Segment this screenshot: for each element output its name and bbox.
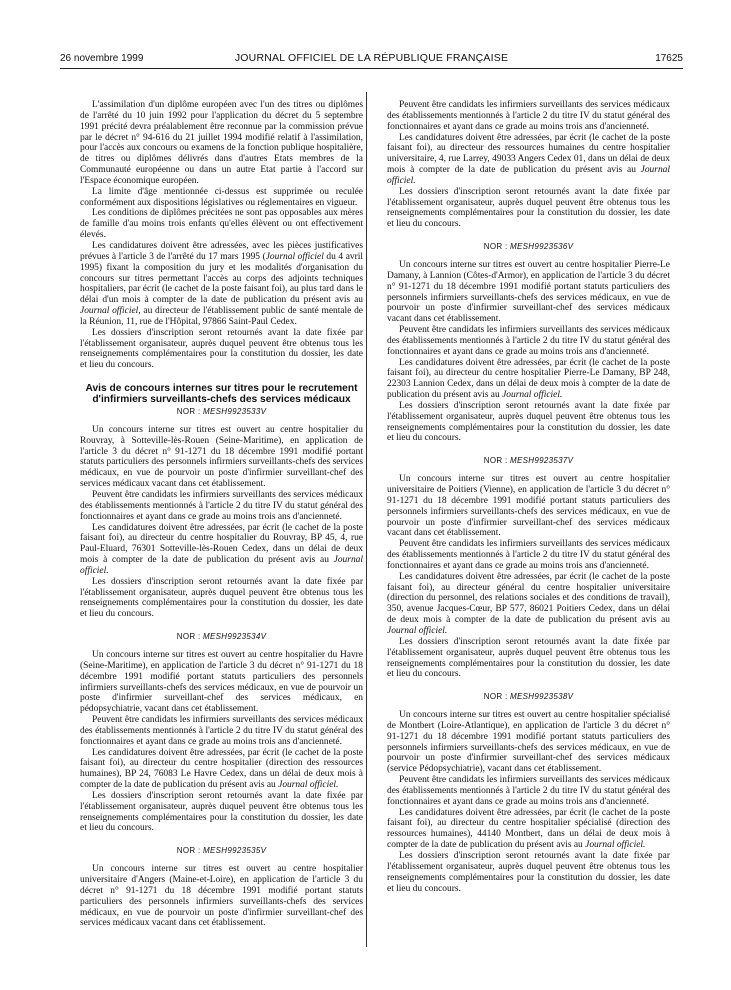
nor-label: NOR : bbox=[176, 632, 201, 642]
text-run: Les candidatures doivent être adressées, avec les pièces justificatives prévues à l'article 3 de l'arrêté du 17 mars 1995 ( bbox=[80, 240, 363, 262]
nor-label: NOR : bbox=[176, 407, 201, 417]
issue-date: 26 novembre 1999 bbox=[60, 53, 144, 64]
nor-label: NOR : bbox=[483, 692, 508, 702]
nor-reference bbox=[80, 632, 363, 643]
nor-label: NOR : bbox=[176, 846, 201, 856]
paragraph bbox=[387, 808, 670, 851]
italic-text: Journal officiel. bbox=[278, 780, 339, 791]
paragraph bbox=[387, 133, 670, 187]
paragraph: Les dossiers d'inscription seront retournés avant la date fixée par l'établissement organisateur, auprès duquel peuvent être obtenus tous les renseignements complémentaires pour la constitution du dossier, les date et lieu du concours. bbox=[387, 186, 670, 230]
paragraph: L'assimilation d'un diplôme européen avec l'un des titres ou diplômes de l'arrêté du 10 juin 1992 pour l'application du décret du 5 septembre 1991 précité devra préalablement être reconnue par la commission prévue par le décret n° 94-616 du 21 juillet 1994 modifié relatif à l'assimilation, pour l'accès aux concours ou examens de la fonction publique hospitalière, de titres ou diplômes délivrés dans d'autres Etats membres de la Communauté européenne ou dans un autre Etat partie à l'accord sur l'Espace économique européen. bbox=[80, 100, 363, 186]
italic-text: Journal officiel, bbox=[80, 306, 141, 317]
text-run: Les candidatures doivent être adressées, par écrit (le cachet de la poste faisant foi), au directeur des ressources humaines du centre hospitalier universitaire, 4, rue Larrey, 49033 Angers Cedex 01, dans un délai de deux mois à compter de la date de publication du présent avis au bbox=[387, 132, 670, 176]
text-run: Les candidatures doivent être adressées, par écrit (le cachet de la poste faisant foi), au directeur général du centre hospitalier universitaire (direction du personnel, des relations sociales et des conditions de travail), 350, avenue Jacques-Cœur, BP 577, 86021 Poitiers Cedex, dans un délai de deux mois à compter de la date de publication du présent avis au bbox=[387, 571, 670, 626]
paragraph: Les dossiers d'inscription seront retournés avant la date fixée par l'établissement organisateur, auprès duquel peuvent être obtenus tous les renseignements complémentaires pour la constitution du dossier, les date et lieu du concours. bbox=[387, 400, 670, 444]
text-run: Les candidatures doivent être adressées, par écrit (le cachet de la poste faisant foi), au directeur du centre hospitalier (direction des ressources humaines), BP 24, 76083 Le Havre Cedex, dans un délai de deux mois à compter de la date de publication du présent avis au bbox=[80, 747, 363, 791]
italic-text: Journal officiel. bbox=[585, 840, 646, 851]
section-title: Avis de concours internes sur titres pour le recrutement d'infirmiers surveillants-chefs des services médicaux bbox=[85, 383, 358, 406]
paragraph: Peuvent être candidats les infirmiers surveillants des services médicaux des établissements mentionnés à l'article 2 du titre IV du statut général des fonctionnaires et ayant dans ce grade au moins trois ans d'ancienneté. bbox=[387, 775, 670, 807]
paragraph: Les dossiers d'inscription seront retournés avant la date fixée par l'établissement organisateur, auprès duquel peuvent être obtenus tous les renseignements complémentaires pour la constitution du dossier, les date et lieu du concours. bbox=[387, 636, 670, 680]
nor-label: NOR : bbox=[483, 242, 508, 252]
paragraph: Les dossiers d'inscription seront retournés avant la date fixée par l'établissement organisateur, auprès duquel peuvent être obtenus tous les renseignements complémentaires pour la constitution du dossier, les date et lieu du concours. bbox=[80, 790, 363, 834]
paragraph bbox=[387, 358, 670, 401]
nor-reference bbox=[387, 456, 670, 467]
paragraph: Un concours interne sur titres est ouvert au centre hospitalier Pierre-Le Damany, à Lannion (Côtes-d'Armor), en application de l'article 3 du décret n° 91-1271 du 18 décembre 1991 modifié portant statuts particuliers des personnels infirmiers surveillants-chefs des services médicaux, en vue de pourvoir un poste d'infirmier surveillant-chef des services médicaux vacant dans cet établissement. bbox=[387, 259, 670, 325]
italic-text: Journal officiel. bbox=[387, 625, 448, 636]
nor-code: MESH9923537V bbox=[510, 456, 574, 466]
right-column bbox=[387, 100, 670, 894]
nor-reference bbox=[387, 692, 670, 703]
paragraph: Peuvent être candidats les infirmiers surveillants des services médicaux des établissements mentionnés à l'article 2 du titre IV du statut général des fonctionnaires et ayant dans ce grade au moins trois ans d'ancienneté. bbox=[387, 100, 670, 132]
text-run: au directeur de l'établissement public de santé mentale de la Réunion, 11, rue de l'Hôpital, 97866 Saint-Paul Cedex. bbox=[80, 306, 363, 327]
nor-reference bbox=[387, 242, 670, 253]
column-divider bbox=[366, 92, 367, 947]
page-number: 17625 bbox=[655, 53, 683, 64]
nor-code: MESH9923538V bbox=[510, 692, 574, 702]
paragraph: Un concours interne sur titres est ouvert au centre hospitalier du Rouvray, à Sotteville-lès-Rouen (Seine-Maritime), en application de l'article 3 du décret n° 91-1271 du 18 décembre 1991 modifié portant statuts particuliers des personnels infirmiers surveillants-chefs des services médicaux, en vue de pourvoir un poste d'infirmier surveillant-chef des services médicaux vacant dans cet établissement. bbox=[80, 424, 363, 490]
paragraph: Peuvent être candidats les infirmiers surveillants des services médicaux des établissements mentionnés à l'article 2 du titre IV du statut général des fonctionnaires et ayant dans ce grade au moins trois ans d'ancienneté. bbox=[80, 715, 363, 747]
paragraph: Les dossiers d'inscription seront retournés avant la date fixée par l'établissement organisateur, auprès duquel peuvent être obtenus tous les renseignements complémentaires pour la constitution du dossier, les date et lieu du concours. bbox=[80, 327, 363, 371]
paragraph: Un concours interne sur titres est ouvert au centre hospitalier universitaire d'Angers (Maine-et-Loire), en application de l'article 3 du décret n° 91-1271 du 18 décembre 1991 modifié portant statuts particuliers des personnels infirmiers surveillants-chefs des services médicaux, en vue de pourvoir un poste d'infirmier surveillant-chef des services médicaux vacant dans cet établissement. bbox=[80, 864, 363, 929]
nor-code: MESH9923534V bbox=[203, 632, 267, 642]
paragraph: Un concours interne sur titres est ouvert au centre hospitalier universitaire de Poitiers (Vienne), en application de l'article 3 du décret n° 91-1271 du 18 décembre 1991 modifié portant statuts particuliers des personnels infirmiers surveillants-chefs des services médicaux, en vue de pourvoir un poste d'infirmier surveillant-chef des services médicaux vacant dans cet établissement. bbox=[387, 474, 670, 539]
paragraph bbox=[80, 748, 363, 791]
paragraph: Les dossiers d'inscription seront retournés avant la date fixée par l'établissement organisateur, auprès duquel peuvent être obtenus tous les renseignements complémentaires pour la constitution du dossier, les date et lieu du concours. bbox=[80, 576, 363, 620]
paragraph: La limite d'âge mentionnée ci-dessus est supprimée ou reculée conformément aux dispositions législatives ou réglementaires en vigueur. bbox=[80, 186, 363, 208]
paragraph: Peuvent être candidats les infirmiers surveillants des services médicaux des établissements mentionnés à l'article 2 du titre IV du statut général des fonctionnaires et ayant dans ce grade au moins trois ans d'ancienneté. bbox=[387, 539, 670, 571]
paragraph bbox=[80, 523, 363, 577]
paragraph: Un concours interne sur titres est ouvert au centre hospitalier spécialisé de Montbert (Loire-Atlantique), en application de l'article 3 du décret n° 91-1271 du 18 décembre 1991 modifié portant statuts particuliers des personnels infirmiers surveillants-chefs des services médicaux, en vue de pourvoir un poste d'infirmier surveillant-chef des services médicaux (service Pédopsychiatrie), vacant dans cet établissement. bbox=[387, 710, 670, 775]
paragraph: Un concours interne sur titres est ouvert au centre hospitalier du Havre (Seine-Maritime), en application de l'article 3 du décret n° 91-1271 du 18 décembre 1991 modifié portant statuts particuliers des personnels infirmiers surveillants-chefs des services médicaux, en vue de pourvoir un poste d'infirmier surveillant-chef des services médicaux, en pédopsychiatrie, vacant dans cet établissement. bbox=[80, 649, 363, 715]
paragraph: Peuvent être candidats les infirmiers surveillants des services médicaux des établissements mentionnés à l'article 2 du titre IV du statut général des fonctionnaires et ayant dans ce grade au moins trois ans d'ancienneté. bbox=[387, 325, 670, 357]
paragraph: Peuvent être candidats les infirmiers surveillants des services médicaux des établissements mentionnés à l'article 2 du titre IV du statut général des fonctionnaires et ayant dans ce grade au moins trois ans d'ancienneté. bbox=[80, 490, 363, 522]
page-header bbox=[60, 52, 683, 69]
nor-code: MESH9923536V bbox=[510, 242, 574, 252]
paragraph bbox=[80, 241, 363, 328]
italic-text: Journal officiel. bbox=[502, 390, 563, 401]
italic-text: Journal officiel. bbox=[80, 555, 363, 576]
nor-label: NOR : bbox=[483, 456, 508, 466]
italic-text: Journal officiel bbox=[265, 251, 324, 262]
paragraph bbox=[387, 572, 670, 637]
text-run: Les candidatures doivent être adressées, par écrit (le cachet de la poste faisant foi), au directeur du centre hospitalier Pierre-Le Damany, BP 248, 22303 Lannion Cedex, dans un délai de deux mois à compter de la date de publication du présent avis au bbox=[387, 357, 670, 401]
italic-text: Journal officiel. bbox=[387, 165, 670, 186]
journal-title: JOURNAL OFFICIEL DE LA RÉPUBLIQUE FRANÇAISE bbox=[234, 52, 509, 64]
text-run: du 4 avril 1995) fixant la composition du jury et les modalités d'organisation du concours sur titres permettant l'accès au corps des adjoints techniques hospitaliers, par écrit (le cachet de la poste faisant foi), au plus tard dans le délai d'un mois à compter de la date de publication du présent avis au bbox=[80, 251, 363, 306]
left-column bbox=[80, 100, 363, 929]
paragraph: Les dossiers d'inscription seront retournés avant la date fixée par l'établissement organisateur, auprès duquel peuvent être obtenus tous les renseignements complémentaires pour la constitution du dossier, les date et lieu du concours. bbox=[387, 851, 670, 894]
nor-reference bbox=[80, 846, 363, 857]
nor-reference bbox=[80, 407, 363, 418]
nor-code: MESH9923535V bbox=[203, 846, 267, 856]
nor-code: MESH9923533V bbox=[203, 407, 267, 417]
paragraph: Les conditions de diplômes précitées ne sont pas opposables aux mères de famille d'au moins trois enfants qu'elles élèvent ou ont effectivement élevés. bbox=[80, 208, 363, 241]
text-run: Les candidatures doivent être adressées, par écrit (le cachet de la poste faisant foi), au directeur du centre hospitalier spécialisé (direction des ressources humaines), 44140 Montbert, dans un délai de deux mois à compter de la date de publication du présent avis au bbox=[387, 807, 670, 851]
text-run: Les candidatures doivent être adressées, par écrit (le cachet de la poste faisant foi), au directeur du centre hospitalier du Rouvray, BP 45, 4, rue Paul-Eluard, 76301 Sotteville-lès-Rouen Cedex, dans un délai de deux mois à compter de la date de publication du présent avis au bbox=[80, 522, 363, 566]
